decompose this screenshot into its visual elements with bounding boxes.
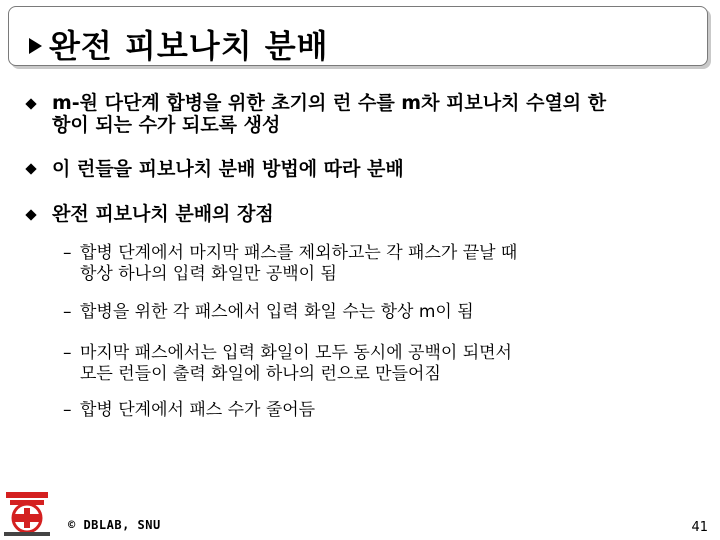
university-logo-icon [2,490,52,538]
bullet-text [52,158,404,180]
bullet-line: m-원 다단계 합병을 위한 초기의 런 수를 m차 피보나치 수열의 한 [52,92,607,114]
slide-title-box [8,6,708,66]
subbullet-text [80,400,315,421]
subbullet-line: 합병 단계에서 마지막 패스를 제외하고는 각 패스가 끝날 때 [80,243,518,263]
page-number: 41 [691,520,708,535]
bullet-line: 이 런들을 피보나치 분배 방법에 따라 분배 [52,158,404,180]
subbullet-line: 항상 하나의 입력 화일만 공백이 됨 [80,264,337,284]
subbullet-line: 모든 런들이 출력 화일에 하나의 런으로 만들어짐 [80,364,441,384]
slide-title: 완전 피보나치 분배 [49,27,329,65]
bullet-line: 완전 피보나치 분배의 장점 [52,203,274,225]
diamond-bullet-icon [25,98,37,110]
dash-marker: – [63,243,72,263]
bullet-text [52,203,274,225]
dash-marker: – [63,302,72,322]
dash-marker: – [63,343,72,363]
subbullet-text [80,343,512,385]
bullet-line: 항이 되는 수가 되도록 생성 [52,114,281,136]
copyright-text: © DBLAB, SNU [68,518,161,532]
subbullet-text [80,302,474,323]
dash-marker: – [63,400,72,420]
diamond-bullet-icon [25,163,37,175]
bullet-text [52,92,606,136]
play-arrow-icon [29,38,42,54]
subbullet-text [80,243,517,285]
subbullet-line: 합병 단계에서 패스 수가 줄어듬 [80,400,316,420]
diamond-bullet-icon [25,209,37,221]
subbullet-line: 합병을 위한 각 패스에서 입력 화일 수는 항상 m이 됨 [80,302,474,322]
subbullet-line: 마지막 패스에서는 입력 화일이 모두 동시에 공백이 되면서 [80,343,512,363]
